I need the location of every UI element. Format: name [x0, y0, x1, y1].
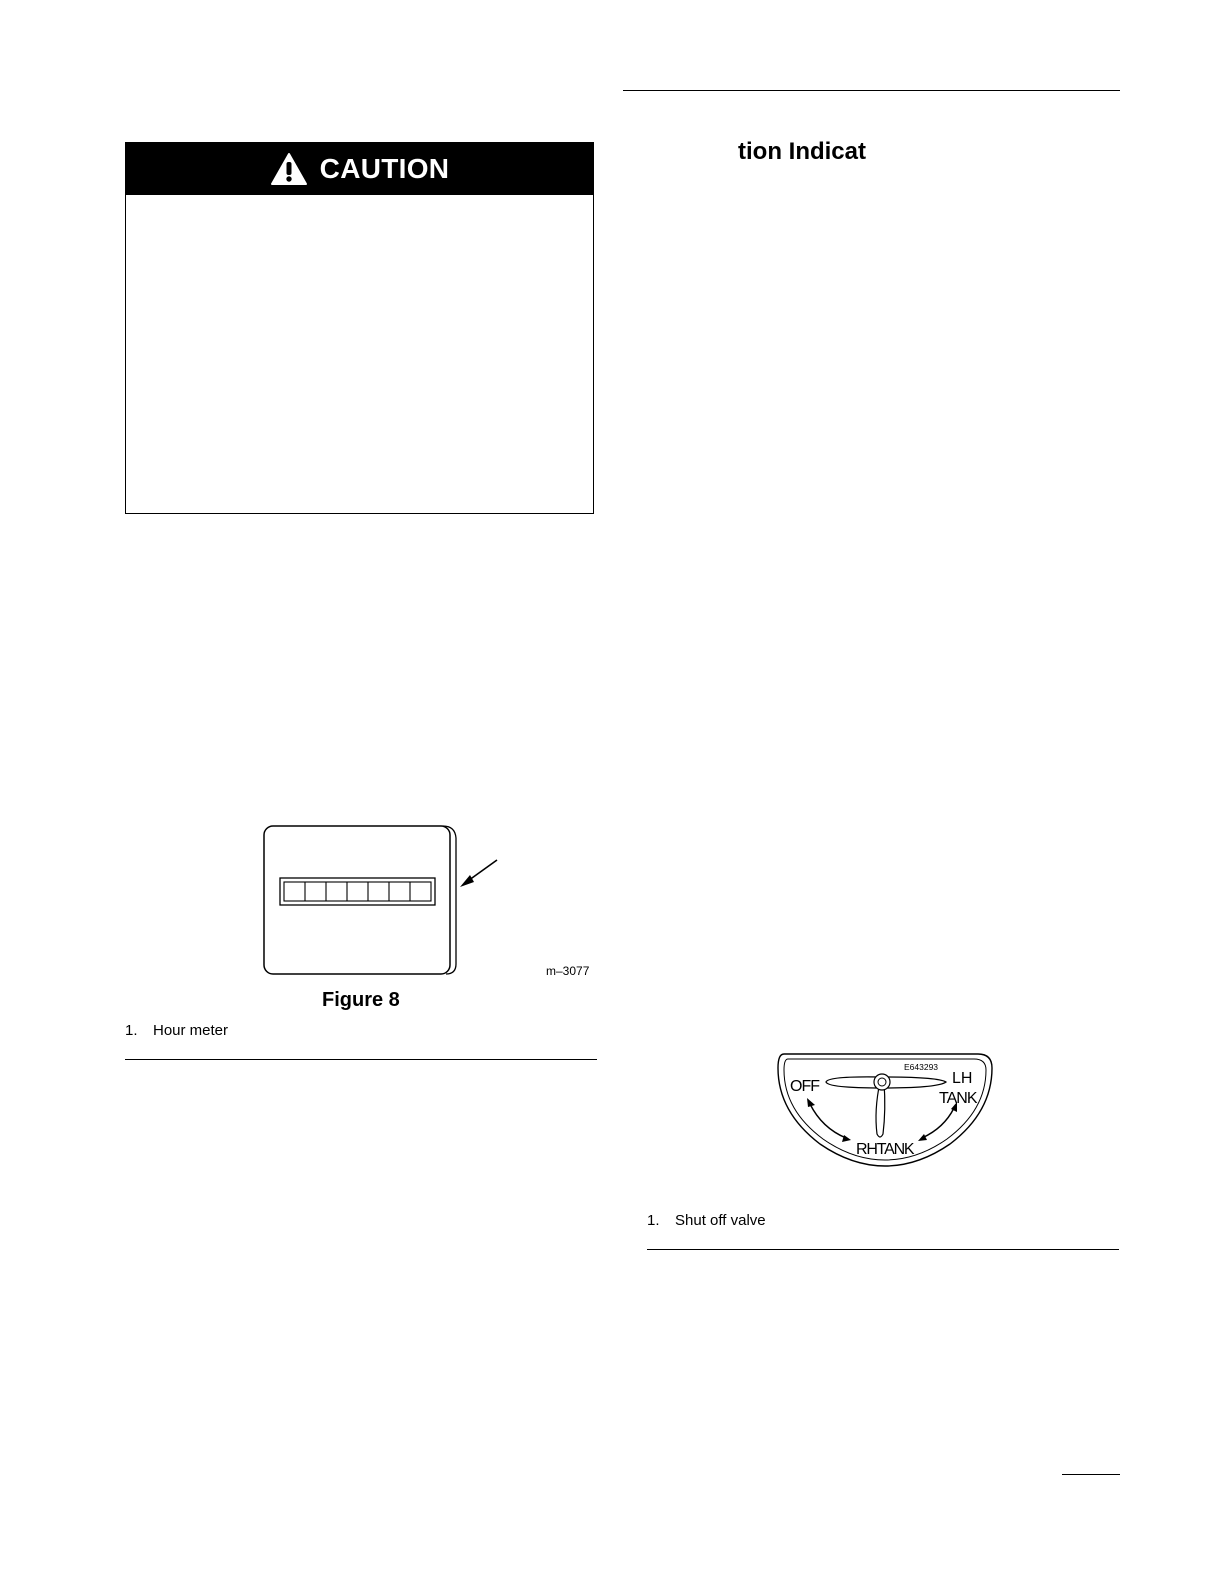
fuel-valve-illustration — [770, 1050, 1000, 1170]
caution-header — [126, 143, 593, 195]
figure8-rule — [125, 1059, 597, 1060]
legend-number: 1. — [647, 1212, 660, 1229]
figure8-caption: Figure 8 — [322, 989, 400, 1011]
valve-label-lh: LH — [952, 1070, 973, 1087]
valve-label-tank: TANK — [939, 1090, 977, 1107]
figure8-legend — [125, 1022, 228, 1039]
valve-code: E643293 — [904, 1062, 939, 1072]
valve-legend — [647, 1212, 766, 1229]
legend-number: 1. — [125, 1022, 138, 1039]
legend-text: Shut off valve — [675, 1212, 766, 1229]
figure8-code: m–3077 — [546, 964, 590, 978]
top-rule — [623, 90, 1120, 91]
legend-text: Hour meter — [153, 1022, 229, 1039]
valve-label-off: OFF — [790, 1078, 819, 1095]
warning-triangle-icon — [270, 152, 308, 186]
page-footer-rule — [1062, 1474, 1120, 1475]
caution-label: CAUTION — [319, 153, 450, 184]
valve-rule — [647, 1249, 1119, 1250]
caution-box — [125, 142, 594, 514]
valve-label-rh-tank: RHTANK — [856, 1141, 914, 1158]
section-heading: tion Indicat — [738, 138, 866, 165]
hour-meter-illustration — [255, 820, 600, 985]
